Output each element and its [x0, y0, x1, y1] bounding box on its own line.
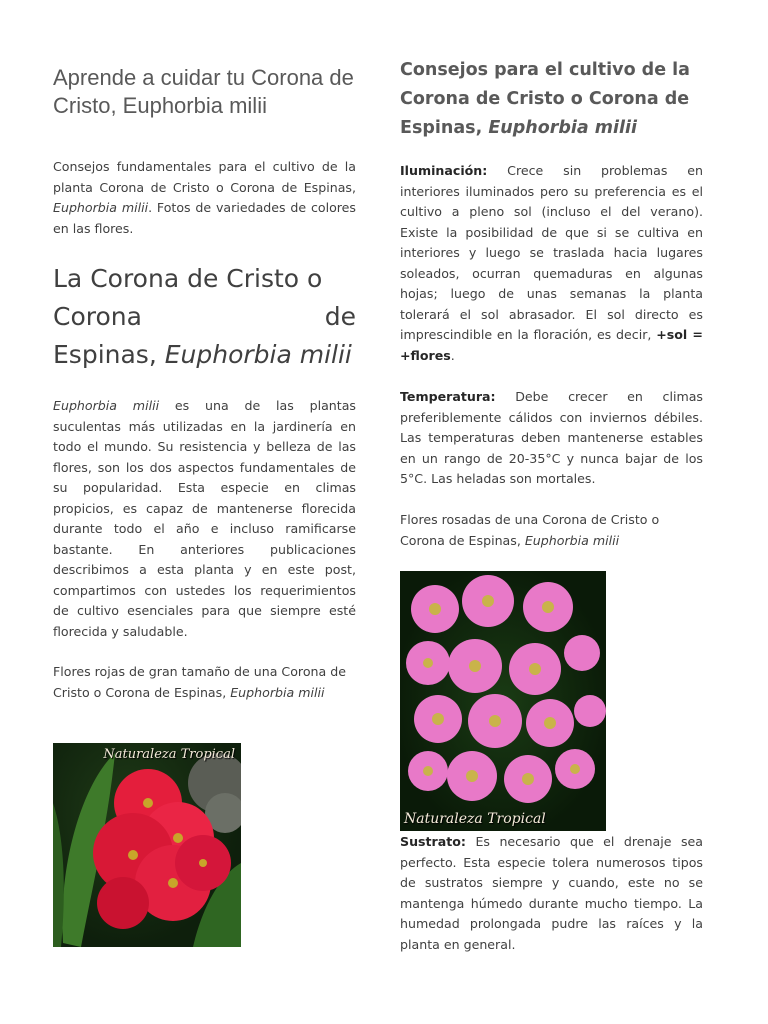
main-title: [53, 260, 356, 374]
lighting-emphasis: +sol = +flores: [400, 327, 703, 363]
intro-text-end: . Fotos de variedades de colores en las flores.: [53, 200, 356, 236]
red-flowers-caption: [53, 662, 356, 703]
care-title-line-2: Corona de Cristo o Corona de: [400, 89, 690, 109]
intro-paragraph: [53, 157, 356, 239]
temperature-label: Temperatura:: [400, 389, 496, 404]
lighting-text: Crece sin problemas en interiores iluminados pero su preferencia es el cultivo a pleno sol (incluso el del verano). Existe la posibilidad de que si se cultiva en interiores y luego se traslada hacia lugares soleados, ocurran quemaduras en algunas hojas; luego de unas semanas la planta tolerará el sol abrasador. El sol directo es imprescindible en la floración, es decir,: [400, 163, 703, 342]
substrate-text: Es necesario que el drenaje sea perfecto. Esta especie tolera numerosos tipos de sustratos siempre y cuando, este no se mantenga húmedo durante mucho tiempo. La humedad prolongada pudre las raíces y la planta en general.: [400, 834, 703, 952]
body-species: Euphorbia milii: [53, 398, 160, 413]
care-title-line-1: Consejos para el cultivo de la: [400, 60, 690, 80]
pink-flowers-photo: [400, 571, 606, 831]
pink-caption-species: Euphorbia milii: [524, 532, 620, 548]
main-title-line-1: La Corona de Cristo o: [53, 264, 323, 293]
body-text: es una de las plantas suculentas más utilizadas en la jardinería en todo el mundo. Su resistencia y belleza de las flores, son los dos aspectos fundamentales de su popularidad. Esta especie en climas propicios, es capaz de mantenerse florecida durante todo el año e incluso ramificarse bastante. En anteriores publicaciones describimos a esta planta y en este post, compartimos con ustedes los requerimientos de cultivo esenciales para que siempre esté florecida y saludable.: [53, 398, 356, 639]
main-title-line-2: [53, 298, 356, 336]
intro-title: Aprende a cuidar tu Corona de Cristo, Euphorbia milii: [53, 65, 354, 118]
main-title-espinas: Espinas,: [53, 340, 165, 369]
main-title-word-corona: Corona: [53, 302, 142, 331]
intro-text: Consejos fundamentales para el cultivo de la planta Corona de Cristo o Corona de Espinas,: [53, 159, 356, 195]
body-paragraph: [53, 396, 356, 642]
main-title-word-de: de: [324, 302, 356, 331]
temperature-text: Debe crecer en climas preferiblemente cálidos con inviernos débiles. Las temperaturas deben mantenerse estables en un rango de 20-35°C y nunca bajar de los 5°C. Las heladas son mortales.: [400, 389, 703, 486]
care-title-line-3: [400, 114, 703, 143]
pink-flowers-illustration: [400, 571, 606, 831]
intro-species: Euphorbia milii: [53, 200, 149, 215]
temperature-paragraph: [400, 387, 703, 490]
red-caption-text: Flores rojas de gran tamaño de una Corona de Cristo o Corona de Espinas,: [53, 664, 346, 700]
lighting-end: .: [450, 347, 455, 363]
pink-caption-text: Flores rosadas de una Corona de Cristo o Corona de Espinas,: [400, 512, 660, 548]
red-photo-watermark: Naturaleza Tropical: [103, 747, 235, 762]
main-title-species: Euphorbia milii: [164, 340, 352, 369]
substrate-paragraph: [400, 832, 703, 955]
care-title-species: Euphorbia milii: [488, 118, 638, 138]
red-flowers-photo: [53, 743, 241, 947]
lighting-paragraph: [400, 161, 703, 366]
care-title-espinas: Espinas,: [400, 118, 489, 138]
red-caption-species: Euphorbia milii: [230, 684, 325, 700]
care-tips-title: [400, 56, 703, 143]
pink-flowers-caption: [400, 510, 703, 551]
substrate-label: Sustrato:: [400, 834, 466, 849]
pink-photo-watermark: Naturaleza Tropical: [404, 811, 546, 827]
red-flowers-illustration: [53, 743, 241, 947]
lighting-label: Iluminación:: [400, 163, 488, 178]
main-title-line-3: [53, 336, 356, 374]
